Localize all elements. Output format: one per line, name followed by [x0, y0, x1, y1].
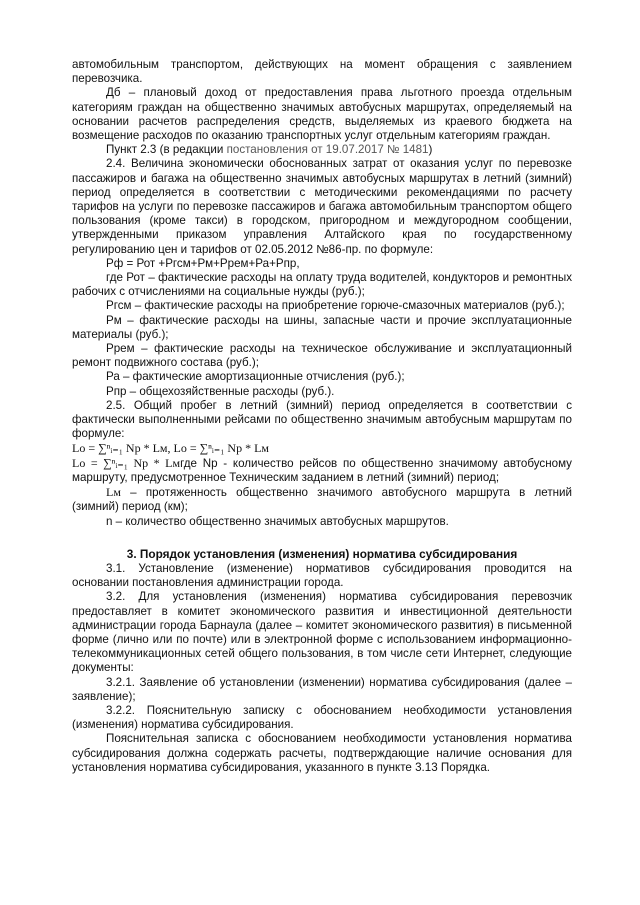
- paragraph: Ррем – фактические расходы на техническое обслуживание и эксплуатационный ремонт подвижного состава (руб.);: [72, 342, 572, 370]
- formula-explanation: [72, 456, 572, 485]
- paragraph: где Np - количество рейсов по общественно значимому автобусному маршруту, предусмотренное Техническим заданием в летний (зимний) период;: [72, 456, 572, 484]
- paragraph: [72, 485, 572, 514]
- amendment-prefix: Пункт 2.3 (в редакции: [106, 143, 227, 157]
- formula: Lо = ∑ⁿᵢ₌₁ Np * Lм: [72, 455, 181, 470]
- paragraph: Дб – плановый доход от предоставления права льготного проезда отдельным категориям граждан на общественно значимых автобусных маршрутах, определяемый на основании расчетов распределения средств, выделяемых из краевого бюджета на возмещение расходов по оказанию транспортных услуг отдельным категориям граждан.: [72, 86, 572, 143]
- paragraph: 2.5. Общий пробег в летний (зимний) период определяется в соответствии с фактически выполненными рейсами по общественно значимым автобусным маршрутам по формуле:: [72, 398, 572, 441]
- amendment-note: [72, 143, 572, 157]
- paragraph-text: – протяженность общественно значимого автобусного маршрута в летний (зимний) период (км);: [72, 486, 572, 514]
- amendment-link[interactable]: постановления от 19.07.2017 № 1481: [226, 143, 429, 157]
- paragraph: где Рот – фактические расходы на оплату труда водителей, кондукторов и ремонтных рабочих с отчислениями на социальные нужды (руб.);: [72, 271, 572, 299]
- symbol: Lм: [106, 485, 121, 500]
- paragraph: Ра – фактические амортизационные отчисления (руб.);: [106, 370, 405, 384]
- paragraph: 3.1. Установление (изменение) нормативов субсидирования проводится на основании постановления администрации города.: [72, 561, 572, 590]
- paragraph: Рпр – общехозяйственные расходы (руб.).: [106, 384, 335, 398]
- amendment-suffix: ): [428, 143, 433, 157]
- paragraph: автомобильным транспортом, действующих на момент обращения с заявлением перевозчика.: [72, 58, 572, 86]
- formula: Рф = Рот +Ргсм+Рм+Ррем+Ра+Рпр,: [106, 256, 300, 270]
- section-heading: 3. Порядок установления (изменения) норматива субсидирования: [126, 546, 518, 561]
- paragraph: 3.2.1. Заявление об установлении (изменении) норматива субсидирования (далее – заявление);: [72, 675, 572, 703]
- paragraph: 3.2.2. Пояснительную записку с обоснованием необходимости установления (изменения) норматива субсидирования.: [72, 703, 572, 732]
- paragraph: 3.2. Для установления (изменения) норматива субсидирования перевозчик предоставляет в комитет экономического развития и инвестиционной деятельности администрации города Барнаула (далее – комитет экономического развития) в письменной форме (лично или по почте) или в электронной форме с использованием информационно-телекоммуникационных сетей общего пользования, в том числе сети Интернет, следующие документы:: [72, 590, 572, 675]
- paragraph: Рм – фактические расходы на шины, запасные части и прочие эксплуатационные материалы (руб.);: [72, 313, 572, 341]
- paragraph: Ргсм – фактические расходы на приобретение горюче-смазочных материалов (руб.);: [106, 299, 565, 313]
- paragraph: 2.4. Величина экономически обоснованных затрат от оказания услуг по перевозке пассажиров и багажа на общественно значимых автобусных маршрутах в летний (зимний) период определяется в соответствии с методическими рекомендациями по расчету тарифов на услуги по перевозке пассажиров и багажа автомобильным транспортом общего пользования (кроме такси) в городском, пригородном и междугородном сообщении, утвержденными приказом управления Алтайского края по государственному регулированию цен и тарифов от 02.05.2012 №86-пр. по формуле:: [72, 157, 572, 256]
- formula: Lо = ∑ⁿᵢ₌₁ Np * Lм, Lо = ∑ⁿᵢ₌₁ Np * Lм: [72, 441, 270, 456]
- paragraph: n – количество общественно значимых автобусных маршрутов.: [106, 514, 449, 528]
- paragraph: Пояснительная записка с обоснованием необходимости установления норматива субсидирования должна содержать расчеты, подтверждающие наличие основания для установления норматива субсидирования, указанного в пункте 3.13 Порядка.: [72, 732, 572, 774]
